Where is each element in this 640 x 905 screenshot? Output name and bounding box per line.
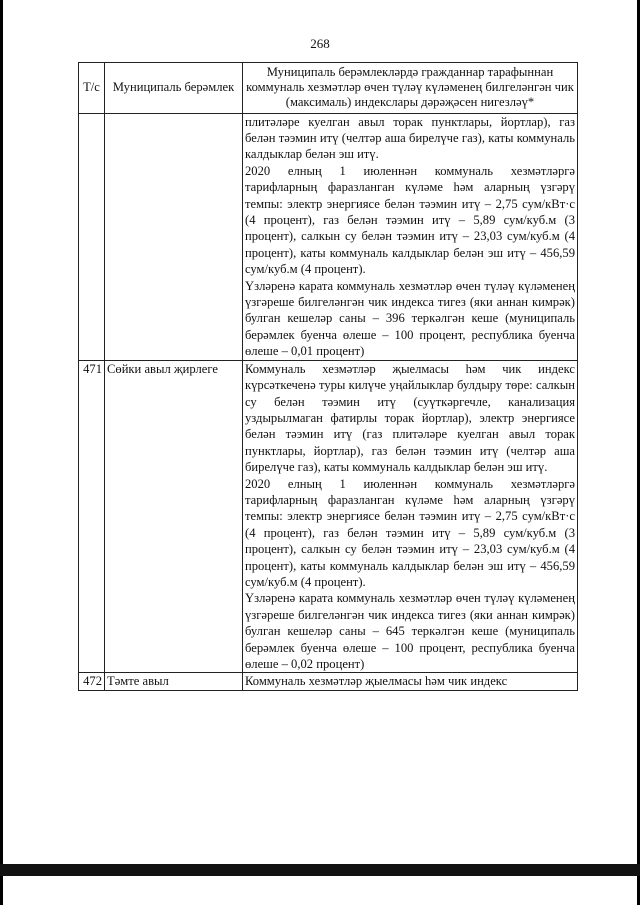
cell-num — [79, 113, 105, 360]
paragraph-population: Үзләренә карата коммуналь хезмәтләр өчен түләү күләменең үзгәреше билгеләнгән чик индекса тигез (яки аннан кимрәк) булган кешеләр саны – 645 теркәлгән кеше (муниципаль берәмлек буенча өлеше – 100 процент, республика буенча өлеше – 0,02 процент) — [245, 591, 575, 672]
row-municipality: Сөйки авыл җирлеге — [105, 360, 243, 673]
header-description: Муниципаль берәмлекләрдә гражданнар тарафыннан коммуналь хезмәтләр өчен түләү күләменең билгеләнгән чик (максималь) индекслары дәрәҗәсен нигезләү* — [243, 63, 578, 114]
table-row-continuation — [79, 113, 578, 360]
row-number: 471 — [79, 360, 105, 673]
table-header-row — [79, 63, 578, 114]
row-municipality: Тәмте авыл — [105, 673, 243, 690]
paragraph-population: Үзләренә карата коммуналь хезмәтләр өчен түләү күләменең үзгәреше билгеләнгән чик индекса тигез (яки аннан кимрәк) булган кешеләр саны – 396 теркәлгән кеше (муниципаль берәмлек буенча өлеше – 100 процент, республика буенча өлеше – 0,01 процент) — [245, 278, 575, 359]
row-number: 472 — [79, 673, 105, 690]
paragraph-amenities: Коммуналь хезмәтләр җыелмасы һәм чик индекс күрсәткеченә туры килүче уңайлыклар булдыру төре: салкын су белән тәэмин итү (суүткәргечле, канализация уздырылмаган фатирлы торак йортлар), электр энергиясе белән тәэмин итү (газ плитәләре куелган авыл торак пунктлары, йортлар), газ белән тәэмин итү (челтәр аша бирелүче газ), каты коммуналь калдыклар белән эш итү. — [245, 361, 575, 475]
cell-description — [243, 113, 578, 360]
header-municipality: Муниципаль берәмлек — [105, 63, 243, 114]
tariff-table — [78, 62, 578, 691]
table-row — [79, 360, 578, 673]
paragraph-amenities: плитәләре куелган авыл торак пунктлары, йортлар), газ белән тәэмин итү (челтәр аша бирелүче газ), каты коммуналь калдыклар белән эш итү. — [245, 114, 575, 162]
row-description — [243, 673, 578, 690]
paragraph-tariffs: 2020 елның 1 июленнән коммуналь хезмәтләргә тарифларның фаразланган күләме һәм аларның үзгәрү темпы: электр энергиясе белән тәэмин итү – 2,75 сум/кВт·с (4 процент), газ белән тәэмин итү – 5,89 сум/куб.м (3 процент), салкын су белән тәэмин итү – 23,03 сум/куб.м (4 процент), каты коммуналь калдыклар белән эш итү – 456,59 сум/куб.м (4 процент). — [245, 163, 575, 277]
cell-name — [105, 113, 243, 360]
page-number: 268 — [310, 36, 330, 51]
table-row — [79, 673, 578, 690]
paragraph-tariffs: 2020 елның 1 июленнән коммуналь хезмәтләргә тарифларның фаразланган күләме һәм аларның үзгәрү темпы: электр энергиясе белән тәэмин итү – 2,75 сум/кВт·с (4 процент), газ белән тәэмин итү – 5,89 сум/куб.м (3 процент), салкын су белән тәэмин итү – 23,03 сум/куб.м (4 процент), каты коммуналь калдыклар белән эш итү – 456,59 сум/куб.м (4 процент). — [245, 476, 575, 589]
paragraph-amenities: Коммуналь хезмәтләр җыелмасы һәм чик индекс — [245, 674, 508, 689]
header-num: Т/с — [79, 63, 105, 114]
scan-edge-left — [0, 0, 3, 905]
scan-border-bar — [0, 864, 640, 876]
row-description — [243, 360, 578, 673]
